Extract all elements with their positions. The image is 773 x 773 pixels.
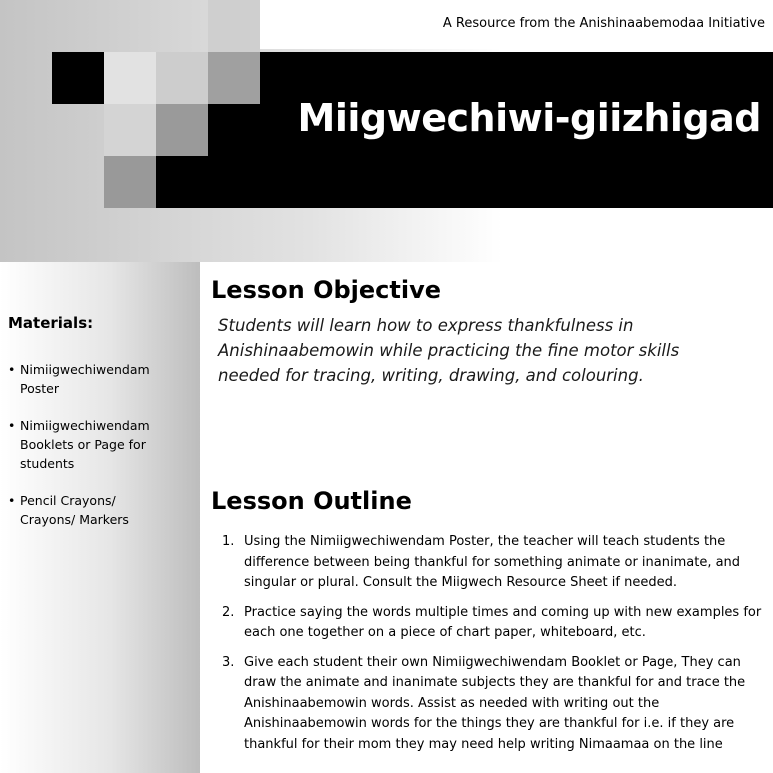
- item-text: Give each student their own Nimiigwechiwendam Booklet or Page, They can draw the animate and inanimate subjects they are thankful for and trace the Anishinaabemowin words. Assist as needed with writing out the Anishinaabemowin words for the things they are thankful for i.e. if they are thankful for their mom they may need help writing Nimaamaa on the line: [244, 654, 746, 752]
- resource-subtitle: A Resource from the Anishinaabemodaa Initiative: [442, 16, 765, 31]
- list-item: • Nimiigwechiwendam Booklets or Page for students: [8, 416, 173, 473]
- list-item: [222, 532, 762, 594]
- decor-square: [104, 104, 156, 156]
- decor-square: [52, 52, 104, 104]
- decor-square: [156, 104, 208, 156]
- list-item: [222, 653, 762, 756]
- decor-square: [208, 52, 260, 104]
- decor-square: [104, 52, 156, 104]
- list-item: • Nimiigwechiwendam Poster: [8, 360, 173, 398]
- item-text: Using the Nimiigwechiwendam Poster, the teacher will teach students the difference between being thankful for something animate or inanimate, and singular or plural. Consult the Miigwech Resource Sheet if needed.: [244, 534, 741, 590]
- list-item: [222, 603, 762, 644]
- item-text: Practice saying the words multiple times and coming up with new examples for each one together on a piece of chart paper, whiteboard, etc.: [244, 604, 762, 640]
- decor-square: [156, 52, 208, 104]
- outline-heading: Lesson Outline: [211, 487, 412, 515]
- subtitle-bar: [258, 0, 773, 49]
- item-number: 1.: [222, 534, 235, 549]
- outline-list: [222, 532, 762, 764]
- list-item: • Pencil Crayons/ Crayons/ Markers: [8, 491, 173, 529]
- item-number: 3.: [222, 654, 235, 670]
- objective-text: Students will learn how to express thankfulness in Anishinaabemowin while practicing the fine motor skills needed for tracing, writing, drawing, and colouring.: [218, 316, 680, 385]
- objective-heading: Lesson Objective: [211, 276, 442, 304]
- decor-square: [208, 0, 260, 52]
- page-title: Miigwechiwi-giizhigad: [297, 96, 761, 140]
- item-number: 2.: [222, 604, 235, 620]
- materials-list: [8, 360, 173, 547]
- decor-square: [104, 156, 156, 208]
- materials-heading: Materials:: [8, 314, 94, 332]
